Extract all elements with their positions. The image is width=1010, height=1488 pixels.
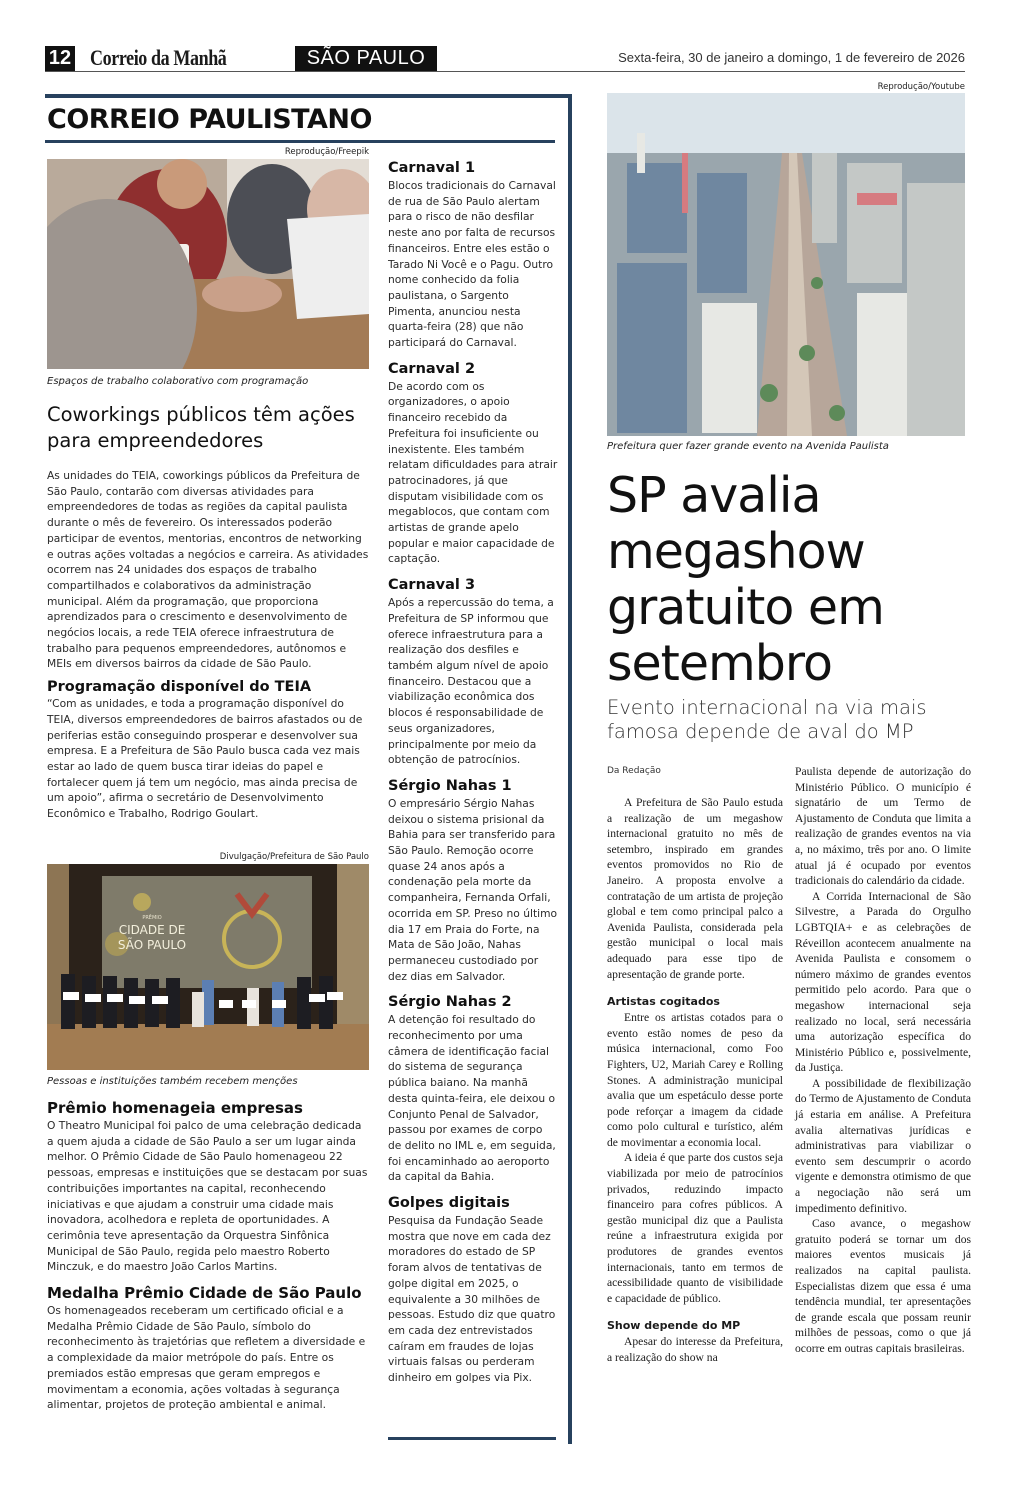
- paragraph: A Corrida Internacional de São Silvestre, a Parada do Orgulho LGBTQIA+ e as celebrações de Réveillon acontecem anualmente na Avenida Paulista e consomem o número máximo de grandes eventos permitido pelo acordo. Para que o megashow internacional seja realizado no local, será necessária uma autorização específica do Ministério Público e, possivelmente, da Justiça.: [795, 889, 971, 1075]
- paragraph: A ideia é que parte dos custos seja viabilizada por meio de patrocínios privados, reduzindo impacto financeiro para cofres públicos. A gestão municipal diz que a Paulista reúne a infraestrutura exigida por produtores de grandes eventos internacionais, tanto em termos de acessibilidade quanto de visibilidade e capacidade de público.: [607, 1151, 783, 1305]
- coworking-photo: [47, 159, 369, 369]
- note-body: O empresário Sérgio Nahas deixou o sistema prisional da Bahia para ser transferido para São Paulo. Remoção ocorre quase 24 anos após a condenação pela morte da companheira, Fernanda Orfali, ocorrida em SP. Preso no último dia 17 em Praia do Forte, na Mata de São João, Nahas permaneceu custodiado por dez dias em Salvador.: [388, 796, 558, 983]
- note-item: [388, 992, 558, 1185]
- issue-date: Sexta-feira, 30 de janeiro a domingo, 1 de fevereiro de 2026: [618, 50, 965, 65]
- paragraph: Paulista depende de autorização do Ministério Público. O município é signatário de um Termo de Ajustamento de Conduta que limita a realização de grandes eventos na via a, no máximo, três por ano. O limite atual já é ocupado por eventos tradicionais do calendário da cidade.: [795, 765, 971, 888]
- notes-bottom-rule: [388, 1437, 556, 1440]
- article-body-teia: “Com as unidades, e toda a programação disponível do TEIA, diversos empreendedores de bairros afastados ou de periferias estão conseguindo prosperar e desenvolver sua empresa. E a Prefeitura de São Paulo busca cada vez mais estar ao lado de quem busca tirar ideias do papel e fortalecer quem já tem um negócio, mas ainda precisa de um apoio”, afirma o secretário de Desenvolvimento Econômico e Trabalho, Rodrigo Goulart.: [47, 697, 363, 821]
- svg-text:CIDADE DE: CIDADE DE: [118, 923, 186, 937]
- section-title: CORREIO PAULISTANO: [47, 104, 372, 135]
- note-title: Golpes digitais: [388, 1195, 510, 1212]
- note-body: A detenção foi resultado do reconhecimento por uma câmera de identificação facial do sistema de segurança pública baiano. Na manhã desta quinta-feira, ele deixou o Conjunto Penal de Salvador, passou por exames de corpo de delito no IML e, em seguida, foi encaminhado ao aeroporto da capital da Bahia.: [388, 1013, 556, 1184]
- screen-premio-label: PRÊMIO: [142, 915, 162, 921]
- photo-credit-premio: Divulgação/Prefeitura de São Paulo: [219, 852, 369, 862]
- paragraph: Apesar do interesse da Prefeitura, a realização do show na: [607, 1335, 783, 1364]
- article-body-coworking: As unidades do TEIA, coworkings públicos da Prefeitura de São Paulo, contarão com diversas atividades para empreendedores de todas as regiões da capital paulista durante o mês de fevereiro. Os interessados poderão participar de eventos, mentorias, encontros de networking e outras ações voltadas a negócios e carreira. As atividades ocorrem nas 24 unidades dos espaços de trabalho compartilhados e colaborativos da administração municipal. Além da programação, que proporciona aprendizados para o crescimento e desenvolvimento de negócios locais, a rede TEIA oferece infraestrutura de trabalho para pequenos empreendedores, autônomos e MEIs em diversos bairros da cidade de São Paulo.: [47, 469, 369, 671]
- subhead-show-mp: Show depende do MP: [607, 1319, 741, 1333]
- note-item: [388, 575, 558, 768]
- note-item: [388, 158, 558, 351]
- subhead-artistas: Artistas cogitados: [607, 995, 720, 1009]
- photo-caption-avenue: Prefeitura quer fazer grande evento na Avenida Paulista: [607, 441, 889, 452]
- coworking-article: [47, 402, 369, 822]
- avenida-paulista-photo: [607, 93, 965, 436]
- main-story-column-1: [607, 795, 783, 1366]
- paragraph: A possibilidade de flexibilização do Termo de Ajustamento de Conduta já estaria em análise. A Prefeitura avalia alternativas jurídicas e administrativas para viabilizar o evento sem descumprir o acordo vigente e demonstra otimismo de que a negociação não será um impedimento definitivo.: [795, 1076, 971, 1215]
- article-body-premio: O Theatro Municipal foi palco de uma celebração dedicada a quem ajuda a cidade de São Paulo a ser um lugar ainda melhor. O Prêmio Cidade de São Paulo homenageou 22 pessoas, empresas e instituições que se destacam por suas contribuições importantes na capital, reconhecendo iniciativas e que ajudam a construir uma cidade mais inovadora, acolhedora e repleta de oportunidades. A cerimônia teve apresentação da Orquestra Sinfônica Municipal de São Paulo, regida pelo maestro Roberto Minczuk, e do maestro João Carlos Martins.: [47, 1119, 368, 1274]
- note-body: De acordo com os organizadores, o apoio financeiro recebido da Prefeitura foi insuficiente ou inexistente. Eles também relatam dificuldades para atrair patrocinadores, já que disputam visibilidade com os megablocos, que contam com artistas de grande apelo popular e maior capacidade de captação.: [388, 379, 558, 566]
- premio-photo: [47, 864, 369, 1070]
- note-title: Carnaval 3: [388, 577, 476, 594]
- paragraph: Caso avance, o megashow gratuito poderá se tornar um dos maiores eventos musicais já realizados na capital paulista. Especialistas dizem que essa é uma tendência mundial, ter apresentações de grande escala que possam reunir milhões de pessoas, como o que já ocorre em outras capitais brasileiras.: [795, 1217, 971, 1355]
- photo-caption-coworking: Espaços de trabalho colaborativo com programação: [47, 376, 309, 387]
- page-number: 12: [45, 46, 75, 71]
- main-headline: SP avalia megashow gratuito em setembro: [607, 467, 884, 692]
- photo-credit-avenue: Reprodução/Youtube: [877, 82, 965, 92]
- avenida-paulista-illustration: [607, 93, 965, 436]
- note-item: [388, 1193, 558, 1386]
- premio-article: [47, 1098, 369, 1413]
- note-body: Após a repercussão do tema, a Prefeitura de SP informou que oferece infraestrutura para a realização dos desfiles e também algum nível de apoio financeiro. Destacou que a viabilização econômica dos blocos é responsabilidade de seus organizadores, principalmente por meio da obtenção de patrocínios.: [388, 596, 554, 767]
- note-title: Sérgio Nahas 2: [388, 994, 512, 1011]
- svg-text:SÃO PAULO: SÃO PAULO: [117, 938, 187, 952]
- subhead-teia: Programação disponível do TEIA: [47, 679, 312, 696]
- note-title: Carnaval 1: [388, 160, 476, 176]
- paragraph: A Prefeitura de São Paulo estuda a realização de um megashow internacional gratuito no mês de setembro, inspirado em grandes eventos promovidos no Rio de Janeiro. A proposta envolve a contratação de um artista de projeção global e tem como principal palco a Avenida Paulista, considerada pela gestão municipal o local mais adequado para esse tipo de apresentação de grande porte.: [607, 796, 783, 981]
- section-title-rule: [45, 140, 555, 143]
- note-item: [388, 359, 558, 567]
- note-title: Carnaval 2: [388, 360, 476, 377]
- paragraph: Entre os artistas cotados para o evento estão nomes de peso da música internacional, como Foo Fighters, U2, Mariah Carey e Rolling Stones. A administração municipal avalia que um espetáculo desse porte pode reforçar a imagem da cidade como polo cultural e turístico, além de movimentar a economia local.: [607, 1011, 783, 1149]
- premio-photo-illustration: [47, 864, 369, 1070]
- main-deck: Evento internacional na via mais famosa depende de aval do MP: [607, 696, 927, 743]
- article-headline-premio: Prêmio homenageia empresas: [47, 1099, 303, 1117]
- article-headline-coworking: Coworkings públicos têm ações para empreendedores: [47, 403, 355, 452]
- note-body: Blocos tradicionais do Carnaval de rua de São Paulo alertam para o risco de não desfilar neste ano por falta de recursos financeiros. Entre eles estão o Tarado Ni Você e o Pagu. Outro nome conhecido da folia paulistana, o Sargento Pimenta, anunciou nesta quarta-feira (28) que não participará do Carnaval.: [388, 179, 556, 350]
- coworking-photo-illustration: [47, 159, 369, 369]
- notes-column: [388, 154, 558, 1394]
- photo-caption-premio: Pessoas e instituições também recebem menções: [47, 1076, 298, 1087]
- main-story-column-2: [795, 764, 971, 1357]
- article-body-medalha: Os homenageados receberam um certificado oficial e a Medalha Prêmio Cidade de São Paulo, símbolo do reconhecimento às trajetórias que refletem a diversidade e a complexidade da maior metrópole do país. Entre os premiados estão empresas que geram empregos e movimentam a economia, ações voltadas à segurança alimentar, projetos de proteção ambiental e animal.: [47, 1304, 366, 1412]
- note-item: [388, 776, 558, 984]
- masthead: [45, 44, 965, 72]
- note-body: Pesquisa da Fundação Seade mostra que nove em cada dez moradores do estado de SP foram alvos de tentativas de golpe digital em 2025, o equivalente a 30 milhões de pessoas. Estudo diz que quatro em cada dez entrevistados caíram em fraudes de lojas virtuais falsas ou perderam dinheiro em golpes via Pix.: [388, 1214, 556, 1385]
- paper-name: Correio da Manhã: [90, 45, 227, 70]
- note-title: Sérgio Nahas 1: [388, 777, 512, 794]
- photo-credit-coworking: Reprodução/Freepik: [284, 147, 369, 157]
- subhead-medalha: Medalha Prêmio Cidade de São Paulo: [47, 1284, 362, 1303]
- byline: Da Redação: [607, 766, 661, 776]
- section-tag: SÃO PAULO: [295, 46, 437, 71]
